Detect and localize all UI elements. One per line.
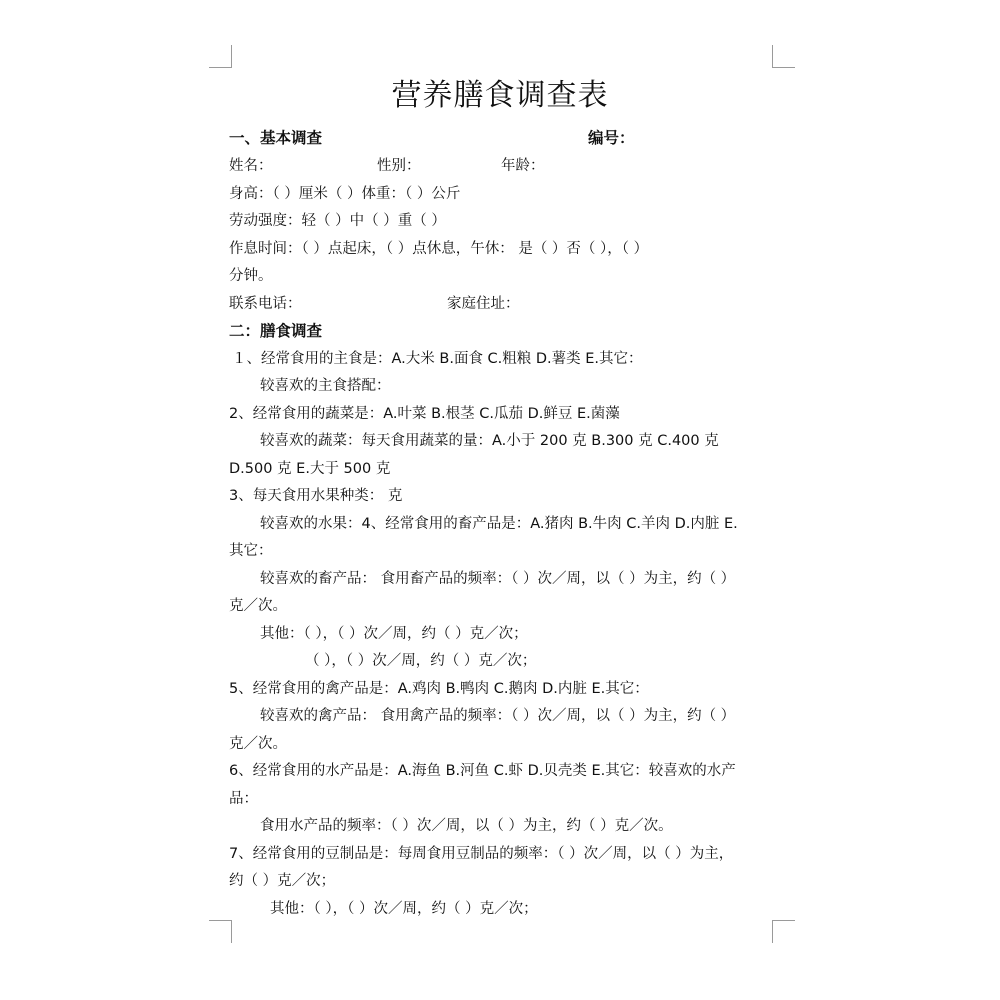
survey-line: 5、经常食用的禽产品是：A.鸡肉 B.鸭肉 C.鹅肉 D.内脏 E.其它： xyxy=(229,681,649,697)
phone-label: 联系电话： xyxy=(229,296,302,312)
page-corner-mark-bottom-left xyxy=(209,920,232,943)
survey-line: 食用水产品的频率：（ ）次／周，以（ ）为主，约（ ）克／次。 xyxy=(260,818,673,834)
survey-line: 较喜欢的蔬菜：每天食用蔬菜的量：A.小于 200 克 B.300 克 C.400 克 xyxy=(260,433,719,449)
number-label: 编号： xyxy=(588,129,635,147)
survey-line: D.500 克 E.大于 500 克 xyxy=(229,461,391,477)
survey-line: 2、经常食用的蔬菜是：A.叶菜 B.根茎 C.瓜茄 D.鲜豆 E.菌藻 xyxy=(229,406,620,422)
gender-label: 性别： xyxy=(377,158,421,174)
survey-line: １、经常食用的主食是：A.大米 B.面食 C.粗粮 D.薯类 E.其它： xyxy=(232,351,643,367)
page-corner-mark-bottom-right xyxy=(772,920,795,943)
survey-line: 品： xyxy=(229,791,258,807)
document-title: 营养膳食调查表 xyxy=(391,78,609,113)
survey-line: 7、经常食用的豆制品是：每周食用豆制品的频率：（ ）次／周，以（ ）为主， xyxy=(229,846,734,862)
survey-line: 约（ ）克／次； xyxy=(229,873,336,889)
survey-line: 6、经常食用的水产品是：A.海鱼 B.河鱼 C.虾 D.贝壳类 E.其它：较喜欢的水产 xyxy=(229,763,736,779)
section1-heading: 一、基本调查 xyxy=(229,129,323,147)
section2-heading: 二：膳食调查 xyxy=(229,322,323,340)
schedule-line: 作息时间：（ ）点起床，（ ）点休息，午休： 是（ ）否（ ），（ ） xyxy=(229,241,649,257)
survey-line: 其他：（ ），（ ）次／周，约（ ）克／次； xyxy=(270,901,538,917)
page-corner-mark-top-left xyxy=(209,45,232,68)
survey-line: 克／次。 xyxy=(229,736,287,752)
name-label: 姓名： xyxy=(229,158,273,174)
address-label: 家庭住址： xyxy=(447,296,520,312)
height-weight-line: 身高：（ ）厘米（ ）体重：（ ）公斤 xyxy=(229,186,461,202)
survey-line: 较喜欢的畜产品： 食用畜产品的频率：（ ）次／周，以（ ）为主，约（ ） xyxy=(260,571,736,587)
survey-line: 较喜欢的主食搭配： xyxy=(260,378,391,394)
survey-line: （ ），（ ）次／周，约（ ）克／次； xyxy=(305,653,537,669)
survey-line: 较喜欢的禽产品： 食用禽产品的频率：（ ）次／周，以（ ）为主，约（ ） xyxy=(260,708,736,724)
survey-line: 克／次。 xyxy=(229,598,287,614)
labor-intensity-line: 劳动强度：轻（ ）中（ ）重（ ） xyxy=(229,213,446,229)
survey-line: 较喜欢的水果：4、经常食用的畜产品是：A.猪肉 B.牛肉 C.羊肉 D.内脏 E. xyxy=(260,516,738,532)
survey-line: 其它： xyxy=(229,543,273,559)
survey-line: 3、每天食用水果种类： 克 xyxy=(229,488,403,504)
age-label: 年龄： xyxy=(501,158,545,174)
survey-line: 其他：（ ），（ ）次／周，约（ ）克／次； xyxy=(260,626,528,642)
page-corner-mark-top-right xyxy=(772,45,795,68)
schedule-line-continued: 分钟。 xyxy=(229,268,273,284)
